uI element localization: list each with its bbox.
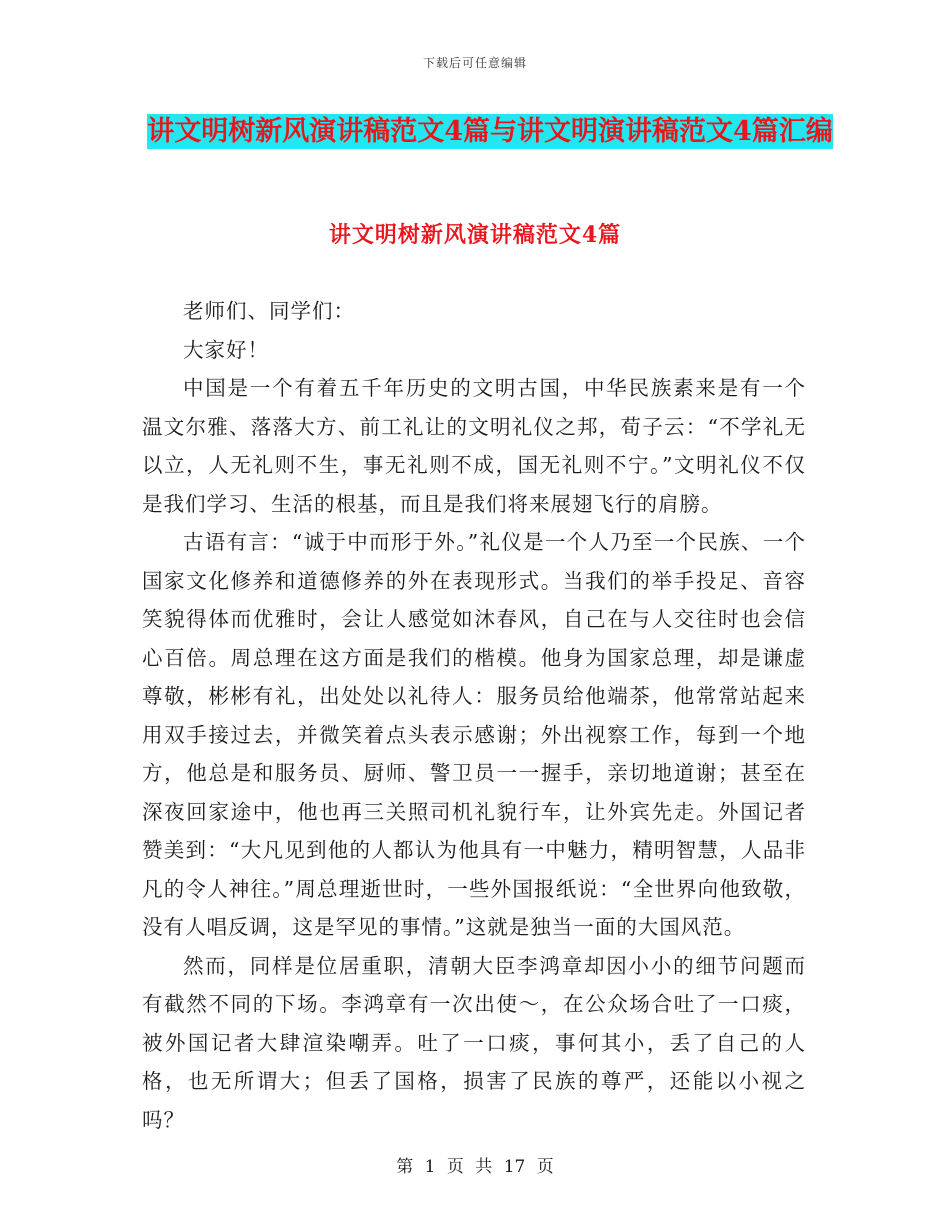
paragraph: 古语有言：“诚于中而形于外。”礼仪是一个人乃至一个民族、一个国家文化修养和道德修养的外在表现形式。当我们的举手投足、音容笑貌得体而优雅时，会让人感觉如沐春风，自己在与人交往时也会信心百倍。周总理在这方面是我们的楷模。他身为国家总理，却是谦虚尊敬，彬彬有礼，出处处以礼待人：服务员给他端茶，他常常站起来用双手接过去，并微笑着点头表示感谢；外出视察工作，每到一个地方，他总是和服务员、厨师、警卫员一一握手，亲切地道谢；甚至在深夜回家途中，他也再三关照司机礼貌行车，让外宾先走。外国记者赞美到：“大凡见到他的人都认为他具有一中魅力，精明智慧，人品非凡的令人神往。”周总理逝世时，一些外国报纸说：“全世界向他致敬，没有人唱反调，这是罕见的事情。”这就是独当一面的大国风范。 (142, 530, 806, 939)
document-title-text: 讲文明树新风演讲稿范文4篇与讲文明演讲稿范文4篇汇编 (147, 116, 833, 147)
body-text (142, 292, 806, 1139)
header-note: 下载后可任意编辑 (422, 56, 527, 70)
paragraph-greeting: 大家好！ (183, 337, 269, 362)
paragraph-greeting-audience: 老师们、同学们： (183, 299, 355, 323)
page-footer: 第 1 页 共 17 页 (396, 1157, 554, 1177)
document-title (140, 108, 840, 156)
section-title: 讲文明树新风演讲稿范文4篇 (328, 222, 622, 248)
paragraph: 中国是一个有着五千年历史的文明古国，中华民族素来是有一个温文尔雅、落落大方、前工礼让的文明礼仪之邦，荀子云：“不学礼无以立，人无礼则不生，事无礼则不成，国无礼则不宁。”文明礼仪不仅是我们学习、生活的根基，而且是我们将来展翅飞行的肩膀。 (142, 376, 806, 516)
paragraph: 然而，同样是位居重职，清朝大臣李鸿章却因小小的细节问题而有截然不同的下场。李鸿章有一次出使～，在公众场合吐了一口痰，被外国记者大肆渲染嘲弄。吐了一口痰，事何其小，丢了自己的人格，也无所谓大；但丢了国格，损害了民族的尊严，还能以小视之吗？ (142, 953, 806, 1132)
